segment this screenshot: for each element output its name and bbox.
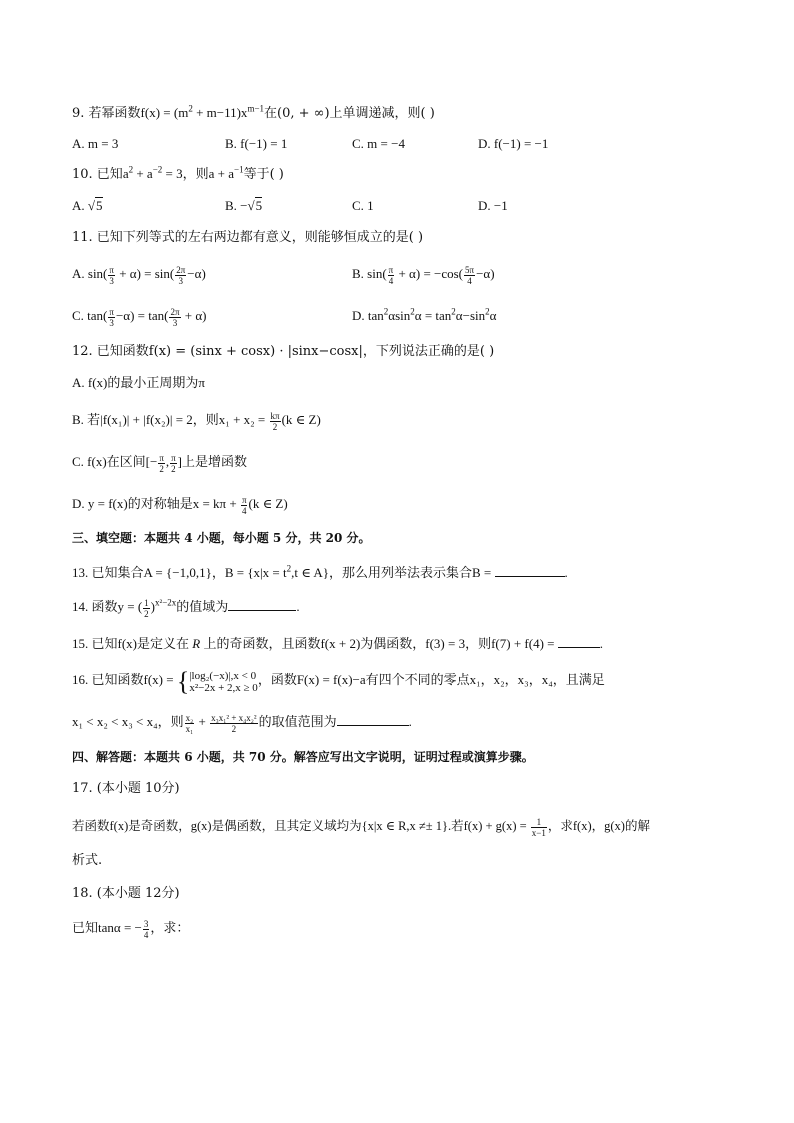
q9-formula: $f(x) = (m^2 + m-11)x^{m-1}$ (140, 103, 265, 120)
q9-option-a: A. m = 3 (72, 136, 119, 151)
q18-body: 已知tanα = − $\frac{3}{4}$ ，求： (72, 918, 190, 940)
question-9-stem (72, 103, 722, 124)
q12-option-b: B. 若|f(x₁)| + |f(x₂)| = 2，则x₁ + x₂ = $\frac{k\pi}{2}$ (k ∈ Z) (72, 410, 321, 432)
q12-option-a: A. f(x)的最小正周期为π (72, 375, 205, 390)
q15-answer-blank[interactable] (558, 633, 600, 648)
question-13: 13. 已知集合A = {−1,0,1}，$B = \{x|x = t^2,t$ ∈ A}，那么用列举法表示集合B = . (72, 563, 568, 580)
question-12-stem: 12. 已知函数f(x) = (sinx + cosx) · |sinx−cosx|，下列说法正确的是( ) (72, 344, 495, 359)
q17-body-line-1: 若函数f(x)是奇函数，g(x)是偶函数，且其定义域均为{x|x ∈ R,x ≠± 1}.若f(x) + g(x) = $\frac{1}{x-1}$ ，求f(x)，g(x)的解 (72, 816, 650, 838)
q11-option-d: D. $\tan^2\alpha\sin^2\alpha = \tan^2\alpha-\sin^2\alpha$ (352, 306, 497, 323)
q11-option-c: C. tan( $\frac{\pi}{3}$ −α) = tan( $\frac{2\pi}{3}$ + α) (72, 306, 207, 328)
q11-option-a: A. sin( $\frac{\pi}{3}$ + α) = sin( $\frac{2\pi}{3}$ −α) (72, 264, 206, 286)
section-4-heading: 四、解答题：本题共 6 小题，共 70 分。解答应写出文字说明，证明过程或演算步骤。 (72, 750, 534, 764)
q12-option-d: D. y = f(x)的对称轴是x = kπ + $\frac{\pi}{4}$ (k ∈ Z) (72, 494, 288, 516)
q9-suffix: 在(0, + ∞)上单调递减，则( ) (264, 106, 435, 121)
q11-option-b: B. sin( $\frac{\pi}{4}$ + α) = −cos( $\frac{5\pi}{4}$ −α) (352, 264, 495, 286)
q16-answer-blank[interactable] (337, 711, 409, 726)
q10-option-d: D. −1 (478, 198, 508, 213)
q12-option-c: C. f(x)在区间[− $\frac{\pi}{2}$ , $\frac{\pi}{2}$ ]上是增函数 (72, 452, 248, 474)
question-15: 15. 已知f(x)是定义在 R 上的奇函数，且函数f(x + 2)为偶函数，f(3) = 3，则f(7) + f(4) = . (72, 633, 722, 654)
question-16-line-1: 16. 已知函数f(x) = { |log₂(−x)|,x < 0 x²−2x + 2,x ≥ 0 ，函数F(x) = f(x)−a有四个不同的零点x₁，x₂，x₃，x₄，且满足 (72, 667, 605, 697)
q14-answer-blank[interactable] (228, 596, 296, 611)
q9-prefix: 9. 若幂函数 (72, 106, 141, 121)
question-16-line-2: x₁ < x₂ < x₃ < x₄，则 $\frac{\text{x₂}}{\text{x₁}}$ + $\frac{\text{x₃x₁² + x₄x₂²}}{2}$ 的取值范围为 . (72, 712, 412, 734)
q17-title: 17. (本小题 10分) (72, 781, 180, 796)
question-14: 14. 函数y = ( $\frac{1}{2}$ )$^{x^2-2x}$的值域为 . (72, 597, 300, 619)
q10-option-a: A. √5 (72, 198, 103, 213)
q10-option-b: B. −√5 (225, 198, 263, 213)
section-3-heading: 三、填空题：本题共 4 小题，每小题 5 分，共 20 分。 (72, 531, 371, 545)
q9-option-b: B. f(−1) = 1 (225, 136, 288, 151)
question-10-stem: 10. 已知$a^2 + a^{-2} = 3$，则$a + a^{-1}$等于( ) (72, 164, 284, 182)
question-11-stem: 11. 已知下列等式的左右两边都有意义，则能够恒成立的是( ) (72, 230, 424, 245)
q13-answer-blank[interactable] (495, 562, 565, 577)
q9-option-d: D. f(−1) = −1 (478, 136, 549, 151)
q17-body-line-2: 析式. (72, 853, 103, 868)
q9-option-c: C. m = −4 (352, 136, 405, 151)
q10-option-c: C. 1 (352, 198, 374, 213)
q18-title: 18. (本小题 12分) (72, 886, 180, 901)
